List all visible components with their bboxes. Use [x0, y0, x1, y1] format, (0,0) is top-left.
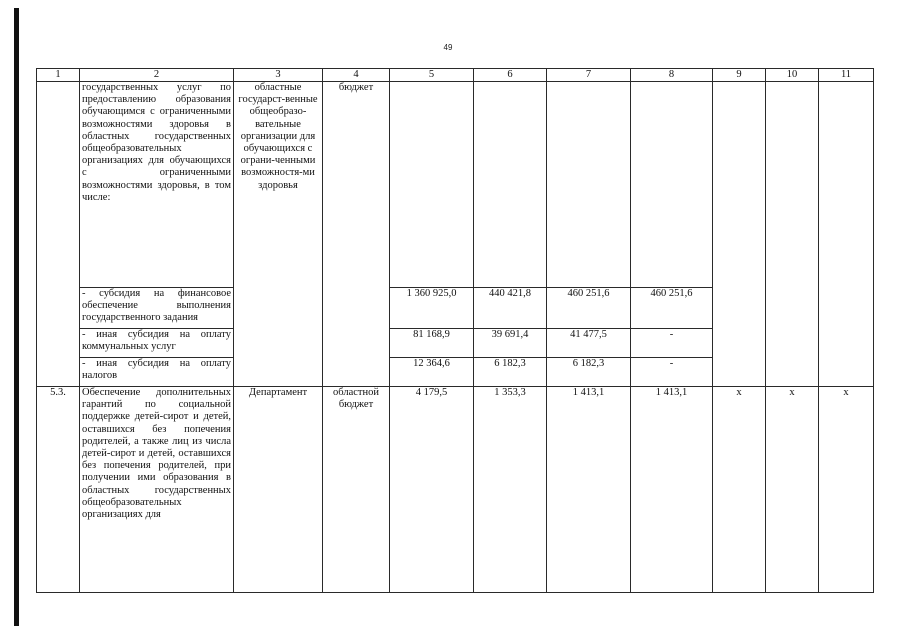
- value-cell-5: 12 364,6: [390, 358, 474, 387]
- source-cell: бюджет: [323, 82, 390, 387]
- value-cell-7: 6 182,3: [547, 358, 631, 387]
- header-cell: 6: [474, 69, 547, 82]
- header-cell: 10: [766, 69, 819, 82]
- source-cell: областной бюджет: [323, 387, 390, 593]
- header-cell: 8: [631, 69, 713, 82]
- header-cell: 7: [547, 69, 631, 82]
- value-cell-8: 1 413,1: [631, 387, 713, 593]
- value-cell-6: 1 353,3: [474, 387, 547, 593]
- value-cell-7: 41 477,5: [547, 329, 631, 358]
- description-cell: государственных услуг по предоставлению образования обучающимся с ограниченными возможностями здоровья в областных государственных общеобразовательных организациях для обучающихся с ограниченными возможностями здоровья, в том числе:: [80, 82, 234, 288]
- header-cell: 9: [713, 69, 766, 82]
- value-cell-6: 440 421,8: [474, 288, 547, 329]
- subrow-label: - субсидия на финансовое обеспечение выполнения государственного задания: [80, 288, 234, 329]
- value-cell-5: 81 168,9: [390, 329, 474, 358]
- header-cell: 3: [234, 69, 323, 82]
- value-cell-7: [547, 82, 631, 288]
- table-row: [37, 82, 874, 288]
- subrow-label: - иная субсидия на оплату налогов: [80, 358, 234, 387]
- value-cell-8: -: [631, 329, 713, 358]
- value-cell-9: х: [713, 387, 766, 593]
- value-cell-6: [474, 82, 547, 288]
- value-cell-8: 460 251,6: [631, 288, 713, 329]
- value-cell-6: 39 691,4: [474, 329, 547, 358]
- header-cell: 2: [80, 69, 234, 82]
- executor-cell: областные государст-венные общеобразо-вательные организации для обучающихся с ограни-ченными возможностя-ми здоровья: [234, 82, 323, 387]
- value-cell-7: 1 413,1: [547, 387, 631, 593]
- description-cell: Обеспечение дополнительных гарантий по социальной поддержке детей-сирот и детей, оставшихся без попечения родителей, а также лиц из числа детей-сирот и детей, оставшихся без попечения родителей, при получении ими образования в областных государственных общеобразовательных организациях для: [80, 387, 234, 593]
- header-row: [37, 69, 874, 82]
- value-cell-8: [631, 82, 713, 288]
- header-cell: 5: [390, 69, 474, 82]
- row-number-cell: 5.3.: [37, 387, 80, 593]
- value-cell-9: [713, 82, 766, 387]
- value-cell-11: [819, 82, 874, 387]
- value-cell-5: 4 179,5: [390, 387, 474, 593]
- header-cell: 4: [323, 69, 390, 82]
- value-cell-11: х: [819, 387, 874, 593]
- executor-cell: Департамент: [234, 387, 323, 593]
- budget-table: [36, 68, 874, 593]
- scan-edge-bar: [14, 8, 19, 626]
- header-cell: 1: [37, 69, 80, 82]
- value-cell-5: 1 360 925,0: [390, 288, 474, 329]
- page-number: 49: [443, 43, 453, 52]
- header-cell: 11: [819, 69, 874, 82]
- subrow-label: - иная субсидия на оплату коммунальных услуг: [80, 329, 234, 358]
- value-cell-5: [390, 82, 474, 288]
- value-cell-6: 6 182,3: [474, 358, 547, 387]
- value-cell-10: [766, 82, 819, 387]
- table-row: [37, 387, 874, 593]
- value-cell-10: х: [766, 387, 819, 593]
- row-number-cell: [37, 82, 80, 387]
- value-cell-7: 460 251,6: [547, 288, 631, 329]
- value-cell-8: -: [631, 358, 713, 387]
